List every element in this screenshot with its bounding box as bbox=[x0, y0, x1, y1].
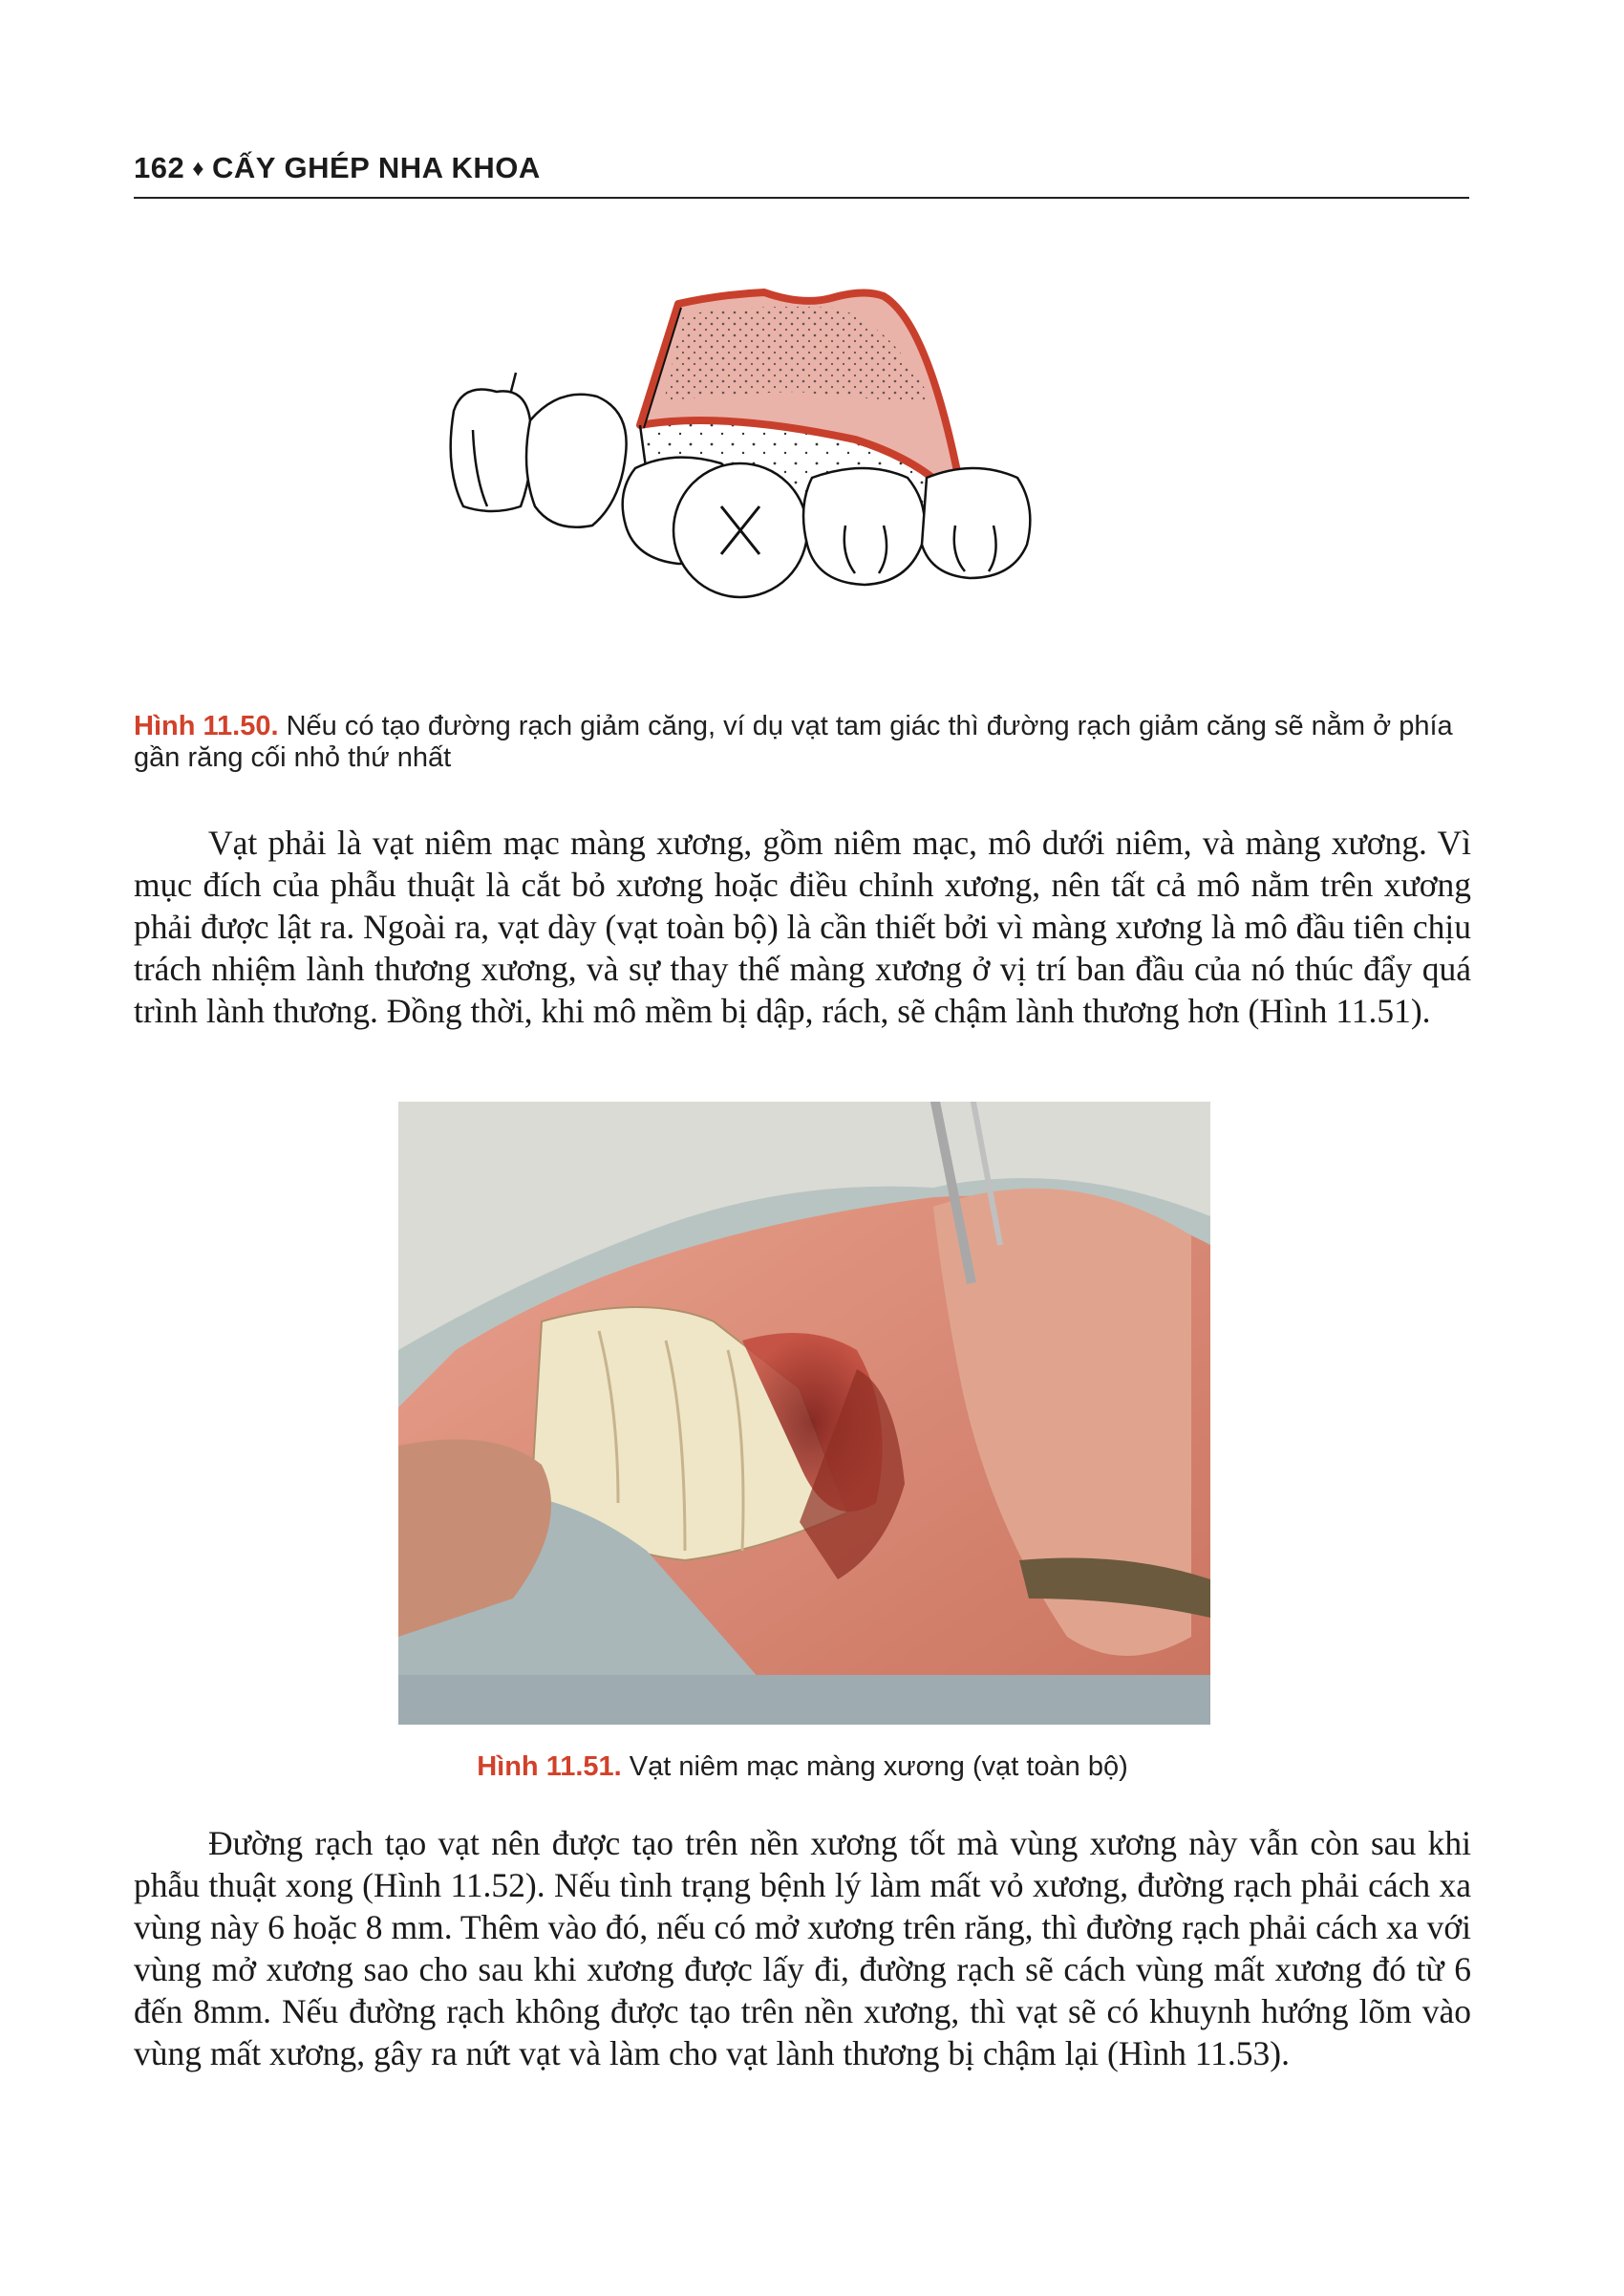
paragraph-1-text: Vạt phải là vạt niêm mạc màng xương, gồm niêm mạc, mô dưới niêm, và màng xương. Vì mục đích của phẫu thuật là cắt bỏ xương hoặc điều chỉnh xương, nên tất cả mô nằm trên xương phải được lật ra. Ngoài ra, vạt dày (vạt toàn bộ) là cần thiết bởi vì màng xương là mô đầu tiên chịu trách nhiệm lành thương xương, và sự thay thế màng xương ở vị trí ban đầu của nó thúc đẩy quá trình lành thương. Đồng thời, khi mô mềm bị dập, rách, sẽ chậm lành thương hơn (Hình 11.51). bbox=[134, 824, 1471, 1030]
figure-50-caption bbox=[134, 711, 1471, 774]
running-header bbox=[134, 151, 1471, 185]
paragraph-2-text: Đường rạch tạo vạt nên được tạo trên nền xương tốt mà vùng xương này vẫn còn sau khi phẫu thuật xong (Hình 11.52). Nếu tình trạng bệnh lý làm mất vỏ xương, đường rạch phải cách xa vùng này 6 hoặc 8 mm. Thêm vào đó, nếu có mở xương trên răng, thì đường rạch phải cách xa với vùng mở xương sao cho sau khi xương được lấy đi, đường rạch sẽ cách vùng mất xương đó từ 6 đến 8mm. Nếu đường rạch không được tạo trên nền xương, thì vạt sẽ có khuynh hướng lõm vào vùng mất xương, gây ra nứt vạt và làm cho vạt lành thương bị chậm lại (Hình 11.53). bbox=[134, 1824, 1471, 2072]
body-paragraph-2 bbox=[134, 1822, 1471, 2074]
figure-51-caption bbox=[134, 1751, 1471, 1783]
figure-50-label: Hình 11.50. bbox=[134, 711, 279, 741]
figure-51-text: Vạt niêm mạc màng xương (vạt toàn bộ) bbox=[621, 1751, 1128, 1782]
tooth-canine bbox=[451, 390, 532, 512]
header-rule bbox=[134, 197, 1469, 199]
book-title: CẤY GHÉP NHA KHOA bbox=[211, 151, 541, 184]
clinical-photo bbox=[398, 1102, 1210, 1725]
tooth-premolar-1 bbox=[526, 395, 627, 527]
body-paragraph-1 bbox=[134, 822, 1471, 1032]
tooth-molar-1 bbox=[803, 468, 925, 585]
tooth-molar-2 bbox=[922, 468, 1030, 578]
figure-50-text: Nếu có tạo đường rạch giảm căng, ví dụ vạt tam giác thì đường rạch giảm căng sẽ nằm ở phía gần răng cối nhỏ thứ nhất bbox=[134, 711, 1453, 773]
figure-51-label: Hình 11.51. bbox=[477, 1751, 622, 1782]
page-number: 162 bbox=[134, 151, 185, 184]
diamond-separator-icon: ♦ bbox=[192, 156, 204, 182]
flap-diagram-figure bbox=[435, 287, 1180, 678]
